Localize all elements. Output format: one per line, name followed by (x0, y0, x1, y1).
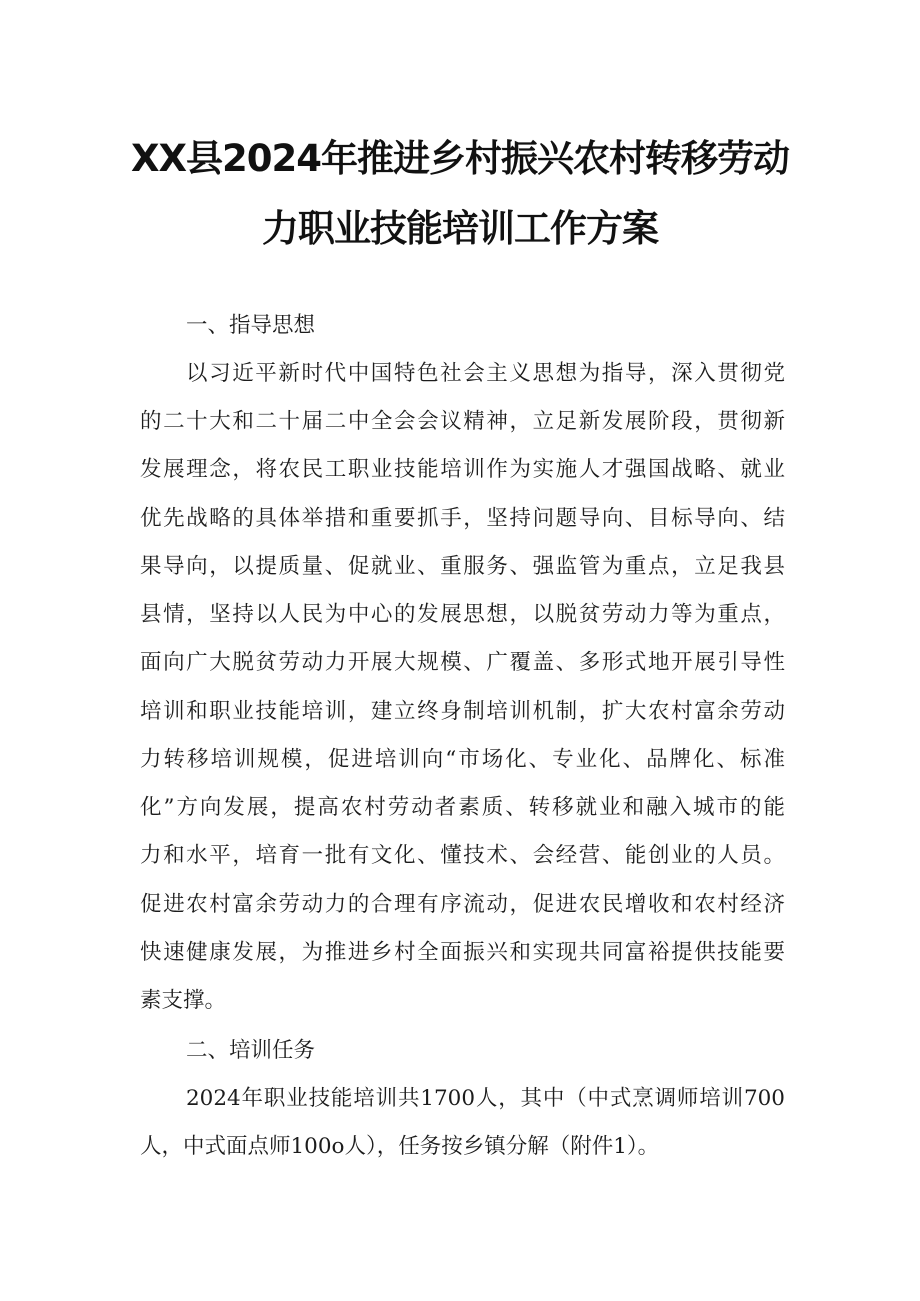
paragraph-line: 力和水平，培育一批有文化、懂技术、会经营、能创业的人员。 (140, 843, 785, 868)
paragraph-line: 促进农村富余劳动力的合理有序流动，促进农民增收和农村经济 (140, 892, 785, 917)
document-title-line-2: 力职业技能培训工作方案 (262, 207, 658, 250)
document-title-line-1: XX县2024年推进乡村振兴农村转移劳动 (130, 137, 790, 180)
paragraph-line: 素支撑。 (140, 988, 227, 1013)
paragraph-line: 的二十大和二十届二中全会会议精神，立足新发展阶段，贯彻新 (140, 409, 785, 434)
paragraph-line: 县情，坚持以人民为中心的发展思想，以脱贫劳动力等为重点， (140, 602, 785, 627)
paragraph-line: 优先战略的具体举措和重要抓手，坚持问题导向、目标导向、结 (140, 506, 785, 531)
paragraph-line: 化”方向发展，提高农村劳动者素质、转移就业和融入城市的能 (140, 795, 785, 820)
section-heading-guiding-ideology: 一、指导思想 (186, 313, 316, 338)
paragraph-line: 面向广大脱贫劳动力开展大规模、广覆盖、多形式地开展引导性 (140, 650, 785, 675)
paragraph-line: 人，中式面点师100o人），任务按乡镇分解（附件1）。 (140, 1134, 660, 1159)
paragraph-line: 培训和职业技能培训，建立终身制培训机制，扩大农村富余劳动 (140, 699, 785, 724)
paragraph-line: 果导向，以提质量、促就业、重服务、强监管为重点，立足我县 (140, 554, 785, 579)
paragraph-line: 力转移培训规模，促进培训向“市场化、专业化、品牌化、标准 (140, 747, 785, 772)
paragraph-line: 以习近平新时代中国特色社会主义思想为指导，深入贯彻党 (186, 361, 785, 386)
paragraph-line: 2024年职业技能培训共1700人，其中（中式烹调师培训700 (186, 1086, 785, 1111)
paragraph-line: 快速健康发展，为推进乡村全面振兴和实现共同富裕提供技能要 (140, 940, 785, 965)
section-heading-training-tasks: 二、培训任务 (186, 1038, 316, 1063)
paragraph-line: 发展理念，将农民工职业技能培训作为实施人才强国战略、就业 (140, 457, 785, 482)
